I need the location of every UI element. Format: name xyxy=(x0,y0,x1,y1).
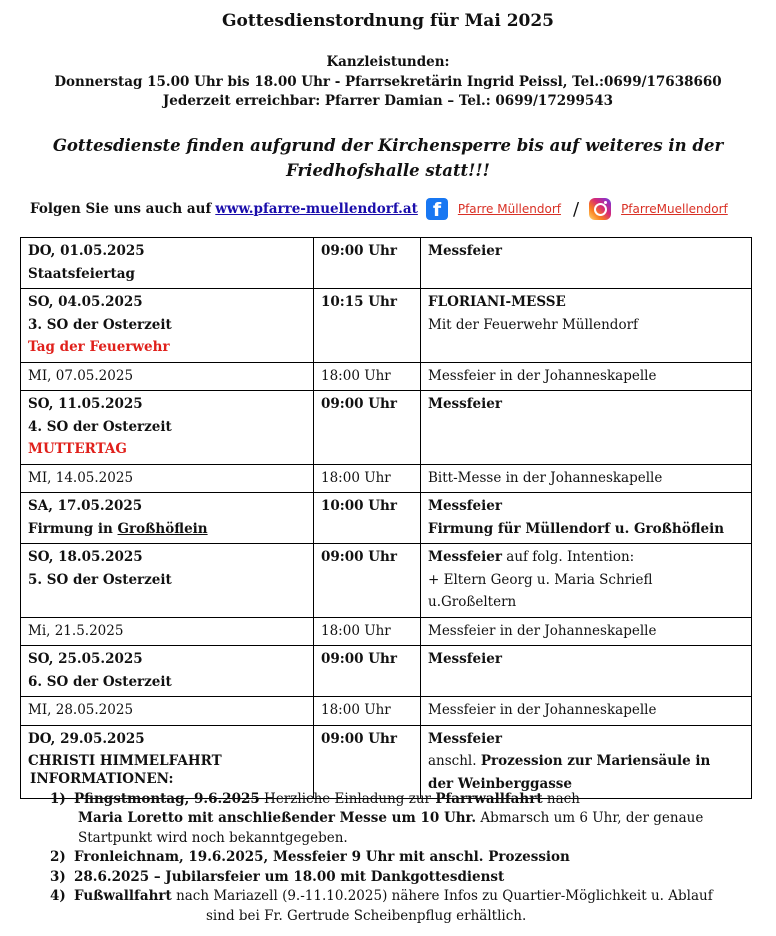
table-row xyxy=(21,464,752,493)
event-cell: Bitt-Messe in der Johanneskapelle xyxy=(421,464,752,493)
event-cell: FLORIANI-MESSE Mit der Feuerwehr Müllendorf xyxy=(421,289,752,363)
date-cell: SA, 17.05.2025 Firmung in Großhöflein xyxy=(21,493,314,544)
date-cell: SO, 04.05.2025 3. SO der Osterzeit Tag der Feuerwehr xyxy=(21,289,314,363)
notice-line-2: Friedhofshalle statt!!! xyxy=(286,161,490,180)
date-cell: SO, 18.05.2025 5. SO der Osterzeit xyxy=(21,544,314,618)
event-cell: Messfeier in der Johanneskapelle xyxy=(421,697,752,726)
office-line-pastor: Jederzeit erreichbar: Pfarrer Damian – Tel.: 0699/17299543 xyxy=(162,93,614,109)
table-row xyxy=(21,646,752,697)
time-cell: 10:00 Uhr xyxy=(314,493,421,544)
date-cell: MI, 28.05.2025 xyxy=(21,697,314,726)
event-cell: Messfeier Firmung für Müllendorf u. Großhöflein xyxy=(421,493,752,544)
table-row xyxy=(21,617,752,646)
time-cell: 18:00 Uhr xyxy=(314,464,421,493)
event-cell: Messfeier xyxy=(421,646,752,697)
time-cell: 09:00 Uhr xyxy=(314,544,421,618)
time-cell: 10:15 Uhr xyxy=(314,289,421,363)
date-cell: Mi, 21.5.2025 xyxy=(21,617,314,646)
info-heading: INFORMATIONEN: xyxy=(30,771,174,787)
information-section xyxy=(30,770,770,926)
separator: / xyxy=(572,198,580,220)
table-row xyxy=(21,697,752,726)
time-cell: 18:00 Uhr xyxy=(314,362,421,391)
date-cell: MI, 14.05.2025 xyxy=(21,464,314,493)
time-cell: 09:00 Uhr xyxy=(314,238,421,289)
office-heading: Kanzleistunden: xyxy=(326,54,450,70)
social-follow-bar xyxy=(30,196,728,222)
info-item-foot-pilgrimage: 4) Fußwallfahrt nach Mariazell (9.-11.10.2025) nähere Infos zu Quartier-Möglichkeit u. Ablauf sind bei Fr. Gertrude Scheibenpflug erhältlich. xyxy=(50,888,713,924)
date-cell: SO, 11.05.2025 4. SO der Osterzeit MUTTERTAG xyxy=(21,391,314,465)
follow-text: Folgen Sie uns auch auf xyxy=(30,201,212,217)
notice-line-1: Gottesdienste finden aufgrund der Kirchensperre bis auf weiteres in der xyxy=(52,136,724,155)
info-item-corpus-christi: 2) Fronleichnam, 19.6.2025, Messfeier 9 Uhr mit anschl. Prozession xyxy=(50,849,570,865)
instagram-link[interactable]: PfarreMuellendorf xyxy=(621,202,728,216)
table-row xyxy=(21,493,752,544)
date-cell: DO, 29.05.2025 CHRISTI HIMMELFAHRT xyxy=(21,725,314,799)
office-hours xyxy=(0,53,776,112)
office-line-secretary: Donnerstag 15.00 Uhr bis 18.00 Uhr - Pfarrsekretärin Ingrid Peissl, Tel.:0699/17638660 xyxy=(54,73,722,90)
table-row xyxy=(21,362,752,391)
time-cell: 09:00 Uhr xyxy=(314,725,421,799)
time-cell: 09:00 Uhr xyxy=(314,646,421,697)
time-cell: 09:00 Uhr xyxy=(314,391,421,465)
date-cell: MI, 07.05.2025 xyxy=(21,362,314,391)
table-row xyxy=(21,544,752,618)
page-title: Gottesdienstordnung für Mai 2025 xyxy=(221,11,555,31)
table-row xyxy=(21,289,752,363)
service-schedule-table xyxy=(20,237,752,799)
info-item-pilgrimage: 1) Pfingstmontag, 9.6.2025 Herzliche Einladung zur Pfarrwallfahrt nach Maria Loretto mit anschließender Messe um 10 Uhr. Abmarsch um 6 Uhr, der genaue Startpunkt wird noch bekanntgegeben. xyxy=(50,790,704,846)
date-cell: SO, 25.05.2025 6. SO der Osterzeit xyxy=(21,646,314,697)
event-cell: Messfeier in der Johanneskapelle xyxy=(421,362,752,391)
info-item-jubilee: 3) 28.6.2025 – Jubilarsfeier um 18.00 mit Dankgottesdienst xyxy=(50,868,505,885)
date-cell: DO, 01.05.2025 Staatsfeiertag xyxy=(21,238,314,289)
event-cell: Messfeier auf folg. Intention: + Eltern Georg u. Maria Schriefl u.Großeltern xyxy=(421,544,752,618)
facebook-link[interactable]: Pfarre Müllendorf xyxy=(457,202,561,216)
church-closure-notice xyxy=(0,133,776,183)
info-list xyxy=(30,790,770,927)
table-row xyxy=(21,238,752,289)
instagram-icon[interactable] xyxy=(589,198,611,220)
event-cell: Messfeier in der Johanneskapelle xyxy=(421,617,752,646)
facebook-icon[interactable]: f xyxy=(426,198,448,220)
time-cell: 18:00 Uhr xyxy=(314,617,421,646)
event-cell: Messfeier anschl. Prozession zur Mariensäule in der Weinberggasse xyxy=(421,725,752,799)
event-cell: Messfeier xyxy=(421,391,752,465)
table-row xyxy=(21,391,752,465)
time-cell: 18:00 Uhr xyxy=(314,697,421,726)
website-link[interactable]: www.pfarre-muellendorf.at xyxy=(215,201,418,217)
event-cell: Messfeier xyxy=(421,238,752,289)
